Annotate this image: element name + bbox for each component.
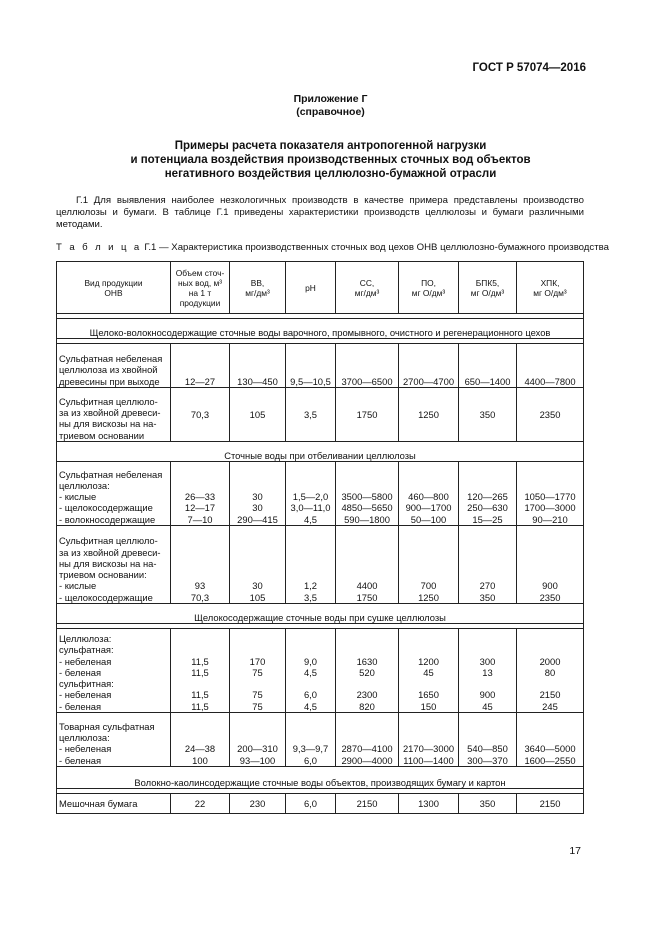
cell-text-line: 1750 <box>356 591 378 603</box>
table-row <box>57 526 584 604</box>
cell-text-line: СС, <box>359 277 375 288</box>
cell-text-line: 4850—5650 <box>341 502 393 514</box>
cell-text-line: за из хвойной древеси- <box>59 546 161 558</box>
cell-text-line: 1200 <box>418 655 439 667</box>
col-header-ph: pH <box>286 262 336 314</box>
product-cell <box>57 629 171 713</box>
cell-text-line: - волокносодержащие <box>59 513 156 525</box>
table-caption <box>56 242 616 253</box>
cell-text-line: 245 <box>542 700 558 712</box>
cell-text-line: 26—33 <box>184 491 216 503</box>
cell-text-line: 50—100 <box>410 513 447 525</box>
title-line: и потенциала воздействия производственных сточных вод объектов <box>130 154 531 166</box>
section-row <box>57 604 584 624</box>
cell-text-line: 1050—1770 <box>524 491 576 503</box>
cell-text-line: 11,5 <box>191 689 209 701</box>
cell-text-line: мг/дм³ <box>354 287 380 298</box>
cell-text-line: 24—38 <box>184 743 216 755</box>
cell-text-line: Сульфатная небеленая <box>59 468 163 480</box>
cell-text-line: - беленая <box>59 754 102 766</box>
cell-text-line: - небеленая <box>59 743 112 755</box>
cell-text-line: 93—100 <box>239 754 276 766</box>
cell-text-line: 30 <box>252 580 263 592</box>
cell-text-line: 70,3 <box>190 591 210 603</box>
caption-text: Г.1 — Характеристика производственных сточных вод цехов ОНВ целлюлозно-бумажного производства <box>144 242 609 253</box>
title-line: негативного воздействия целлюлозно-бумажной отрасли <box>164 168 497 180</box>
cell-text-line: ОНВ <box>104 287 123 298</box>
cell-text-line: - кислые <box>59 491 97 503</box>
cell-text-line: 15—25 <box>472 513 503 525</box>
cell-text-line: Товарная сульфатная <box>59 720 155 732</box>
cell-text-line: продукции <box>179 297 221 308</box>
col-header-po <box>399 262 459 314</box>
table-cell <box>230 462 286 526</box>
table-cell: 2150 <box>336 794 399 814</box>
cell-text-line: - небеленая <box>59 655 112 667</box>
cell-text-line: 300 <box>479 655 496 667</box>
cell-text-line: сульфитная: <box>59 678 114 690</box>
cell-text-line: 45 <box>482 700 493 712</box>
cell-text-line: 290—415 <box>237 513 278 525</box>
cell-text-line: 460—800 <box>408 491 449 503</box>
table-cell: 2350 <box>517 388 584 442</box>
cell-text-line: мг/дм³ <box>245 287 270 298</box>
table-cell <box>171 629 230 713</box>
cell-text-line: за из хвойной древеси- <box>59 407 161 419</box>
cell-text-line <box>173 678 227 689</box>
product-cell <box>57 526 171 604</box>
table-cell <box>517 462 584 526</box>
table-cell: 130—450 <box>230 344 286 388</box>
cell-text-line: ны для вискозы на на- <box>59 418 157 430</box>
table-cell <box>230 526 286 604</box>
cell-text-line: 1650 <box>418 689 439 701</box>
table-cell <box>459 526 517 604</box>
table-cell: 3700—6500 <box>336 344 399 388</box>
table-cell <box>399 713 459 767</box>
cell-text-line: 9,0 <box>303 655 318 667</box>
cell-text-line: целлюлоза из хвойной <box>59 364 158 376</box>
table-cell <box>230 629 286 713</box>
cell-text-line: 90—210 <box>532 513 568 525</box>
cell-text-line: 105 <box>249 591 266 603</box>
table-cell: 70,3 <box>171 388 230 442</box>
cell-text-line: 1600—2550 <box>524 754 576 766</box>
col-header-hpk <box>517 262 584 314</box>
cell-text-line: 100 <box>192 754 208 766</box>
table-cell: Волокно-каолинсодержащие сточные воды объектов, производящих бумагу и картон <box>57 767 584 789</box>
cell-text-line: 3,0—11,0 <box>290 502 331 514</box>
cell-text-line: - небеленая <box>59 689 112 701</box>
cell-text-line: 4,5 <box>303 513 318 525</box>
cell-text-line: 30 <box>252 491 263 503</box>
cell-text-line: 2170—3000 <box>402 743 455 755</box>
cell-text-line: 2000 <box>539 655 561 667</box>
cell-text-line: 4,5 <box>303 700 318 712</box>
cell-text-line: 2350 <box>539 591 561 603</box>
cell-text-line: целлюлоза: <box>59 732 110 744</box>
table-cell <box>336 462 399 526</box>
cell-text-line: 2870—4100 <box>341 743 393 755</box>
table-cell <box>399 462 459 526</box>
table-cell <box>517 629 584 713</box>
cell-text-line: 11,5 <box>191 700 209 712</box>
table-cell: 230 <box>230 794 286 814</box>
cell-text-line: 11,5 <box>191 666 209 678</box>
table-row <box>57 713 584 767</box>
cell-text-line: Целлюлоза: <box>59 632 112 644</box>
cell-text-line: мг О/дм³ <box>411 287 446 298</box>
cell-text-line: 200—310 <box>237 743 278 755</box>
cell-text-line: Вид продукции <box>84 277 143 288</box>
table-cell: 1300 <box>399 794 459 814</box>
cell-text-line: 1,5—2,0 <box>292 491 329 503</box>
cell-text-line <box>288 678 333 689</box>
cell-text-line: 540—850 <box>467 743 508 755</box>
col-header-volume <box>171 262 230 314</box>
table-row <box>57 388 584 442</box>
cell-text-line: 700 <box>420 580 437 592</box>
cell-text-line: на 1 т <box>188 287 212 298</box>
table-cell: 650—1400 <box>459 344 517 388</box>
cell-text-line: мг О/дм³ <box>470 287 505 298</box>
table-cell <box>230 713 286 767</box>
col-header-ss <box>336 262 399 314</box>
cell-text-line: 7—10 <box>187 513 213 525</box>
table-cell <box>399 526 459 604</box>
cell-text-line: 1100—1400 <box>403 754 454 766</box>
table-cell <box>517 526 584 604</box>
cell-text-line: 75 <box>252 689 263 701</box>
table-cell: 9,5—10,5 <box>286 344 336 388</box>
cell-text-line: 4,5 <box>303 666 318 678</box>
cell-text-line <box>232 678 283 689</box>
table-cell <box>171 462 230 526</box>
cell-text-line: 350 <box>479 591 496 603</box>
table-cell <box>459 462 517 526</box>
header-row <box>57 262 584 314</box>
table-cell <box>286 713 336 767</box>
col-header-vv <box>230 262 286 314</box>
product-cell <box>57 344 171 388</box>
cell-text-line: 4400 <box>356 580 378 592</box>
product-cell <box>57 462 171 526</box>
cell-text-line <box>401 678 456 689</box>
data-table <box>56 261 584 814</box>
table-cell: Щелокосодержащие сточные воды при сушке целлюлозы <box>57 604 584 624</box>
cell-text-line: ХПК, <box>540 277 560 288</box>
cell-text-line: 120—265 <box>467 491 508 503</box>
table-row <box>57 629 584 713</box>
product-cell <box>57 388 171 442</box>
cell-text-line: 820 <box>359 700 375 712</box>
table-cell: 350 <box>459 388 517 442</box>
table-cell <box>399 629 459 713</box>
table-cell <box>286 462 336 526</box>
table-cell <box>286 629 336 713</box>
cell-text-line: мг О/дм³ <box>533 287 567 298</box>
table-row <box>57 344 584 388</box>
table-cell: 6,0 <box>286 794 336 814</box>
cell-text-line: триевом основании: <box>59 569 147 581</box>
cell-text-line: Объем сточ- <box>175 267 225 278</box>
table-cell: 105 <box>230 388 286 442</box>
table-row <box>57 794 584 814</box>
appendix-subtitle: (справочное) <box>296 106 365 118</box>
table-cell: 2150 <box>517 794 584 814</box>
cell-text-line: триевом основании <box>59 429 145 441</box>
paragraph-text: Г.1 Для выявления наиболее незкологичных производств в качестве примера представлены производство целлюлозы и бумаги. В таблице Г.1 приведены характеристики производств целлюлозы и бумаги различными методами. <box>56 195 584 230</box>
title-line: Примеры расчета показателя антропогенной нагрузки <box>174 140 487 152</box>
cell-text-line: ВВ, <box>250 277 265 288</box>
cell-text-line: 45 <box>423 666 434 678</box>
section-row <box>57 319 584 339</box>
table-cell: 1250 <box>399 388 459 442</box>
cell-text-line: - щелокосодержащие <box>59 502 153 514</box>
cell-text-line: 9,3—9,7 <box>292 743 329 755</box>
table-cell: Сточные воды при отбеливании целлюлозы <box>57 442 584 462</box>
cell-text-line: 520 <box>359 666 375 678</box>
section-row <box>57 442 584 462</box>
table-cell: 12—27 <box>171 344 230 388</box>
table-cell <box>171 713 230 767</box>
intro-paragraph <box>56 195 584 231</box>
cell-text-line: 75 <box>252 666 263 678</box>
cell-text-line: 250—630 <box>467 502 508 514</box>
cell-text-line: 900 <box>479 689 496 701</box>
cell-text-line: 30 <box>252 502 263 514</box>
appendix-heading <box>0 93 661 119</box>
cell-text-line: 170 <box>249 655 266 667</box>
cell-text-line: 2300 <box>356 689 378 701</box>
table-cell <box>336 526 399 604</box>
cell-text-line: 1,2 <box>303 580 318 592</box>
table-cell: 4400—7800 <box>517 344 584 388</box>
cell-text-line: 3,5 <box>303 591 318 603</box>
cell-text-line: Сульфатная небеленая <box>59 353 163 365</box>
cell-text-line: древесины при выходе <box>59 375 160 387</box>
cell-text-line: целлюлоза: <box>59 479 110 491</box>
product-cell <box>57 713 171 767</box>
cell-text-line: 1700—3000 <box>524 502 576 514</box>
cell-text-line: БПК5, <box>475 277 500 288</box>
table-cell <box>171 526 230 604</box>
cell-text-line: 2150 <box>539 689 561 701</box>
cell-text-line: ПО, <box>421 277 436 288</box>
cell-text-line: 270 <box>479 580 496 592</box>
cell-text-line: 3500—5800 <box>341 491 393 503</box>
table-cell <box>459 713 517 767</box>
page-number: 17 <box>569 845 581 857</box>
cell-text-line: 93 <box>194 580 206 592</box>
table-cell <box>517 713 584 767</box>
cell-text-line: 6,0 <box>303 754 318 766</box>
cell-text-line: 2900—4000 <box>341 754 393 766</box>
cell-text-line: ных вод, м³ <box>177 277 223 288</box>
product-cell: Мешочная бумага <box>57 794 171 814</box>
cell-text-line: - кислые <box>59 580 97 592</box>
col-header-product <box>57 262 171 314</box>
cell-text-line: 6,0 <box>303 689 318 701</box>
cell-text-line: 1250 <box>418 591 439 603</box>
cell-text-line <box>519 678 581 689</box>
cell-text-line: 11,5 <box>191 655 209 667</box>
cell-text-line: 300—370 <box>467 754 508 766</box>
table-cell: 3,5 <box>286 388 336 442</box>
section-row <box>57 767 584 789</box>
cell-text-line: 80 <box>544 666 556 678</box>
table-cell: 22 <box>171 794 230 814</box>
cell-text-line: 3640—5000 <box>524 743 576 755</box>
cell-text-line: 75 <box>252 700 263 712</box>
cell-text-line: Сульфитная целлюло- <box>59 395 158 407</box>
document-title <box>0 139 661 181</box>
col-header-bpk <box>459 262 517 314</box>
cell-text-line: 900—1700 <box>405 502 452 514</box>
cell-text-line: - беленая <box>59 700 102 712</box>
caption-label: Т а б л и ц а <box>56 242 142 253</box>
cell-text-line: Сульфитная целлюло- <box>59 535 158 547</box>
table-cell: 1750 <box>336 388 399 442</box>
cell-text-line: 590—1800 <box>344 513 390 525</box>
cell-text-line: - щелокосодержащие <box>59 591 153 603</box>
table-cell <box>286 526 336 604</box>
table-cell: 350 <box>459 794 517 814</box>
table-cell <box>459 629 517 713</box>
table-cell: 2700—4700 <box>399 344 459 388</box>
standard-number: ГОСТ Р 57074—2016 <box>472 62 586 74</box>
cell-text-line: 900 <box>542 580 558 592</box>
table-cell: Щелоко-волокносодержащие сточные воды варочного, промывного, очистного и регенерационного цехов <box>57 319 584 339</box>
table-cell <box>336 629 399 713</box>
cell-text-line: сульфатная: <box>59 644 114 656</box>
cell-text-line: 12—17 <box>184 502 216 514</box>
cell-text-line <box>461 678 514 689</box>
appendix-title: Приложение Г <box>293 93 368 105</box>
cell-text-line: - беленая <box>59 666 102 678</box>
cell-text-line: 150 <box>420 700 437 712</box>
table-row <box>57 462 584 526</box>
cell-text-line: ны для вискозы на на- <box>59 557 157 569</box>
cell-text-line: 13 <box>482 666 493 678</box>
cell-text-line <box>338 678 396 689</box>
cell-text-line: 1630 <box>356 655 378 667</box>
table-cell <box>336 713 399 767</box>
